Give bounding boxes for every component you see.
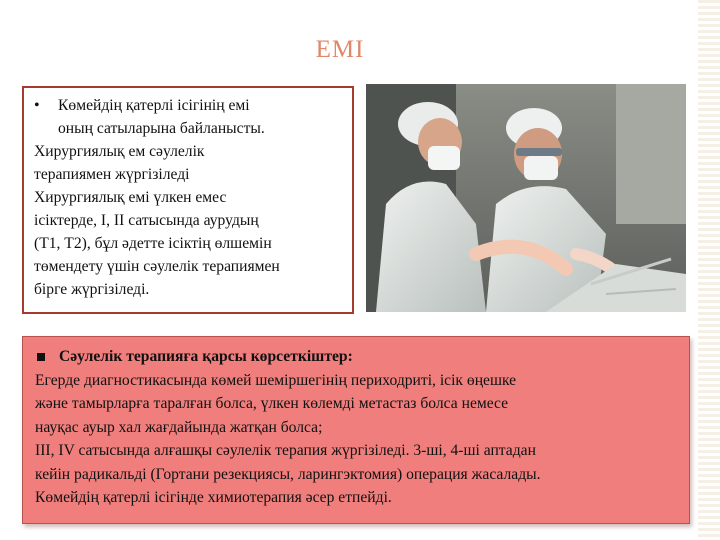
- contraindications-heading-row: [35, 345, 677, 369]
- contraindications-heading: Сәулелік терапияға қарсы көрсеткіштер:: [59, 348, 353, 365]
- text-line: кейін радикальді (Гортани резекциясы, ларингэктомия) операция жасалады.: [35, 465, 541, 483]
- text-line: және тамырларға таралған болса, үлкен көлемді метастаз болса немесе: [35, 395, 509, 412]
- surgeons-photo: [366, 84, 686, 312]
- text-line: III, IV сатысында алғашқы сәулелік терапия жүргізіледі. 3-ші, 4-ші аптадан: [35, 442, 536, 459]
- text-line: терапиямен жүргізіледі: [34, 166, 190, 183]
- bullet-item: [34, 94, 342, 117]
- bullet-text: Көмейдің қатерлі ісігінің емі: [58, 97, 250, 114]
- text-line: Егерде диагностикасында көмей шеміршегінің периходриті, ісік өңешке: [35, 371, 517, 389]
- text-line: бірге жүргізіледі.: [34, 281, 150, 298]
- contraindications-box: [22, 336, 690, 524]
- text-line: науқас ауыр хал жағдайында жатқан болса;: [35, 418, 323, 436]
- decorative-edge-stripes: [698, 0, 720, 540]
- text-line: Хирургиялық ем сәулелік: [34, 143, 205, 160]
- text-line: ісіктерде, I, II сатысында аурудың: [34, 212, 259, 229]
- slide-title: ЕМІ: [315, 36, 365, 63]
- bullet-text-continued: оның сатыларына байланысты.: [58, 120, 265, 137]
- info-box: [22, 86, 354, 314]
- text-line: төмендету үшін сәулелік терапиямен: [34, 258, 280, 275]
- square-bullet-icon: [37, 353, 45, 361]
- text-line: Көмейдің қатерлі ісігінде химиотерапия әсер етпейді.: [35, 489, 392, 506]
- text-line: Хирургиялық емі үлкен емес: [34, 189, 227, 206]
- text-line: (Т1, Т2), бұл әдетте ісіктің өлшемін: [34, 235, 272, 252]
- bullet-icon: •: [34, 97, 40, 114]
